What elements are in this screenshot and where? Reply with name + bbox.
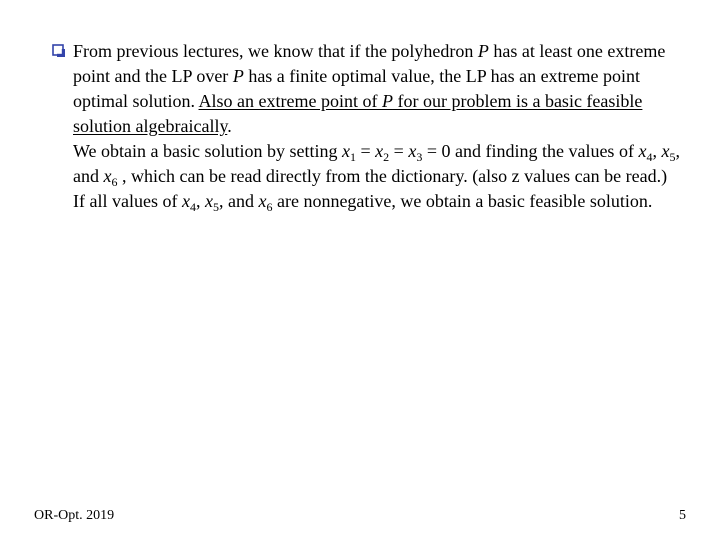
hollow-square-bullet-icon: [52, 44, 67, 59]
paragraph-2-text: We obtain a basic solution by setting $x_1 = x_2 = x_3 = 0$ and finding the values of $x_4$, $x_5$, and $x_6$ , which can be read directly from the dictionary. (also z values can be read.) If all values of $x_4$, $x_5$, and $x_6$ are nonnegative, we obtain a basic feasible solution.: [73, 141, 680, 214]
footer-course-label: OR-Opt. 2019: [34, 508, 115, 523]
footer-page-number: 5: [679, 508, 686, 523]
paragraph-1-text: From previous lectures, we know that if the polyhedron P has at least one extreme point and the LP over P has a finite optimal value, the LP has an extreme point optimal solution. Also an extreme point of P for our problem is a basic feasible solution algebraically.: [73, 41, 666, 136]
paragraph-1: [52, 39, 682, 139]
paragraph-2: [52, 139, 682, 214]
underlined-statement: Also an extreme point of P for our problem is a basic feasible solution algebraically: [73, 91, 643, 136]
slide-content: [52, 39, 682, 214]
